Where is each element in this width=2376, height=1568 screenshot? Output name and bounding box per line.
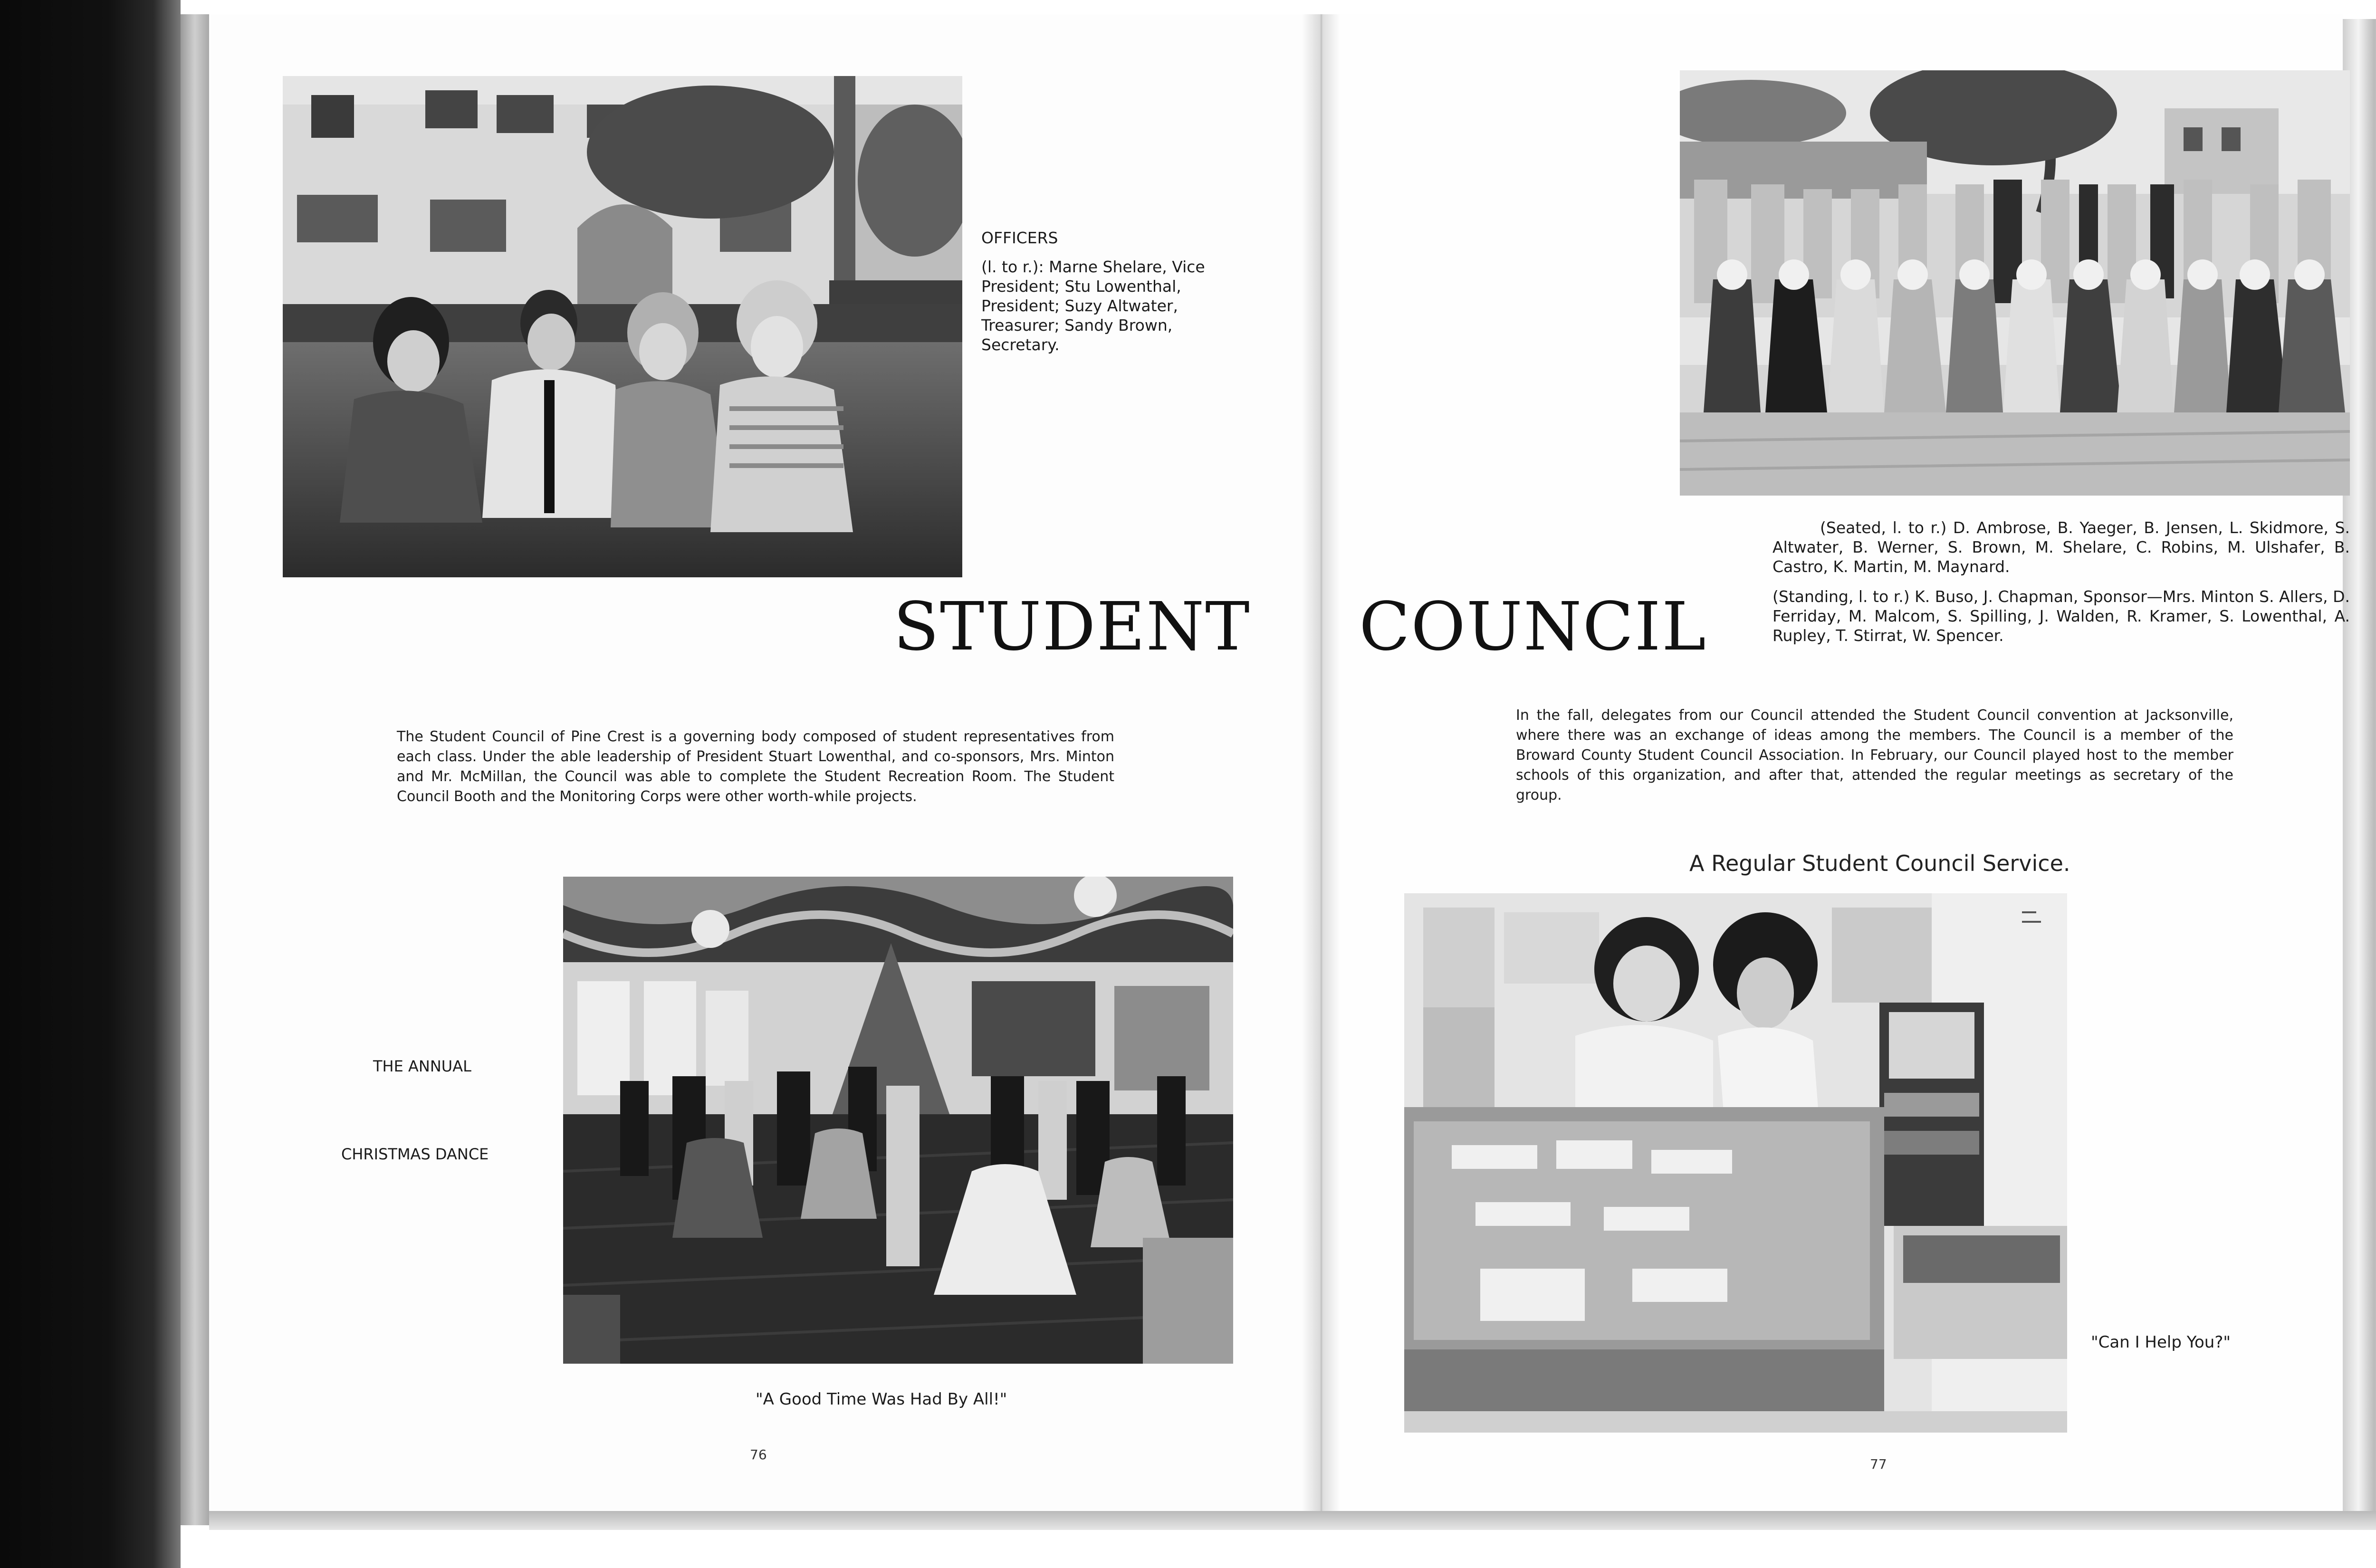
officers-caption <box>981 228 1247 354</box>
council-group-photo <box>1680 70 2350 496</box>
council-booth-photo <box>1404 893 2067 1433</box>
dance-label-line1: THE ANNUAL <box>373 1057 471 1075</box>
dance-caption: "A Good Time Was Had By All!" <box>756 1390 1007 1409</box>
officers-photo <box>283 76 962 577</box>
officers-names: (l. to r.): Marne Shelare, Vice President; Stu Lowenthal, President; Suzy Altwater, Treasurer; Sandy Brown, Secretary. <box>981 258 1205 354</box>
booth-caption: "Can I Help You?" <box>2091 1333 2231 1352</box>
book-gutter <box>1302 14 1340 1511</box>
right-body-paragraph: In the fall, delegates from our Council attended the Student Council convention at Jacksonville, where there was an exchange of ideas among the members. The Council is a member of the Broward County Student Council Association. In February, our Council played host to the member schools of this organization, and after that, attended the regular meetings as secretary of the group. <box>1516 707 2233 803</box>
title-student: STUDENT <box>893 588 1251 666</box>
left-body-paragraph: The Student Council of Pine Crest is a governing body composed of student representatives from each class. Under the able leadership of President Stuart Lowenthal, and co-sponsors, Mrs. Minton and Mr. McMillan, the Council was able to complete the Student Recreation Room. The Student Council Booth and the Monitoring Corps were other worth-while projects. <box>397 728 1114 805</box>
page-number-right: 77 <box>1870 1456 1887 1472</box>
service-heading: A Regular Student Council Service. <box>1689 851 2070 876</box>
christmas-dance-photo <box>563 877 1233 1364</box>
dance-label-line2: CHRISTMAS DANCE <box>341 1145 489 1163</box>
title-council: COUNCIL <box>1359 588 1707 666</box>
seated-caption: (Seated, l. to r.) D. Ambrose, B. Yaeger, B. Jensen, L. Skidmore, S. Altwater, B. Werner, S. Brown, M. Shelare, C. Robins, M. Ulshafer, B. Castro, K. Martin, M. Maynard. <box>1772 518 2350 576</box>
book-cover-left <box>0 0 181 1568</box>
officers-heading: OFFICERS <box>981 229 1058 247</box>
page-number-left: 76 <box>750 1447 767 1463</box>
cover-edge <box>181 14 209 1525</box>
page-edges-bottom <box>209 1511 2376 1530</box>
standing-caption: (Standing, l. to r.) K. Buso, J. Chapman, Sponsor—Mrs. Minton S. Allers, D. Ferriday, M. Malcom, S. Spilling, J. Walden, R. Kramer, S. Lowenthal, A. Rupley, T. Stirrat, W. Spencer. <box>1772 587 2350 645</box>
